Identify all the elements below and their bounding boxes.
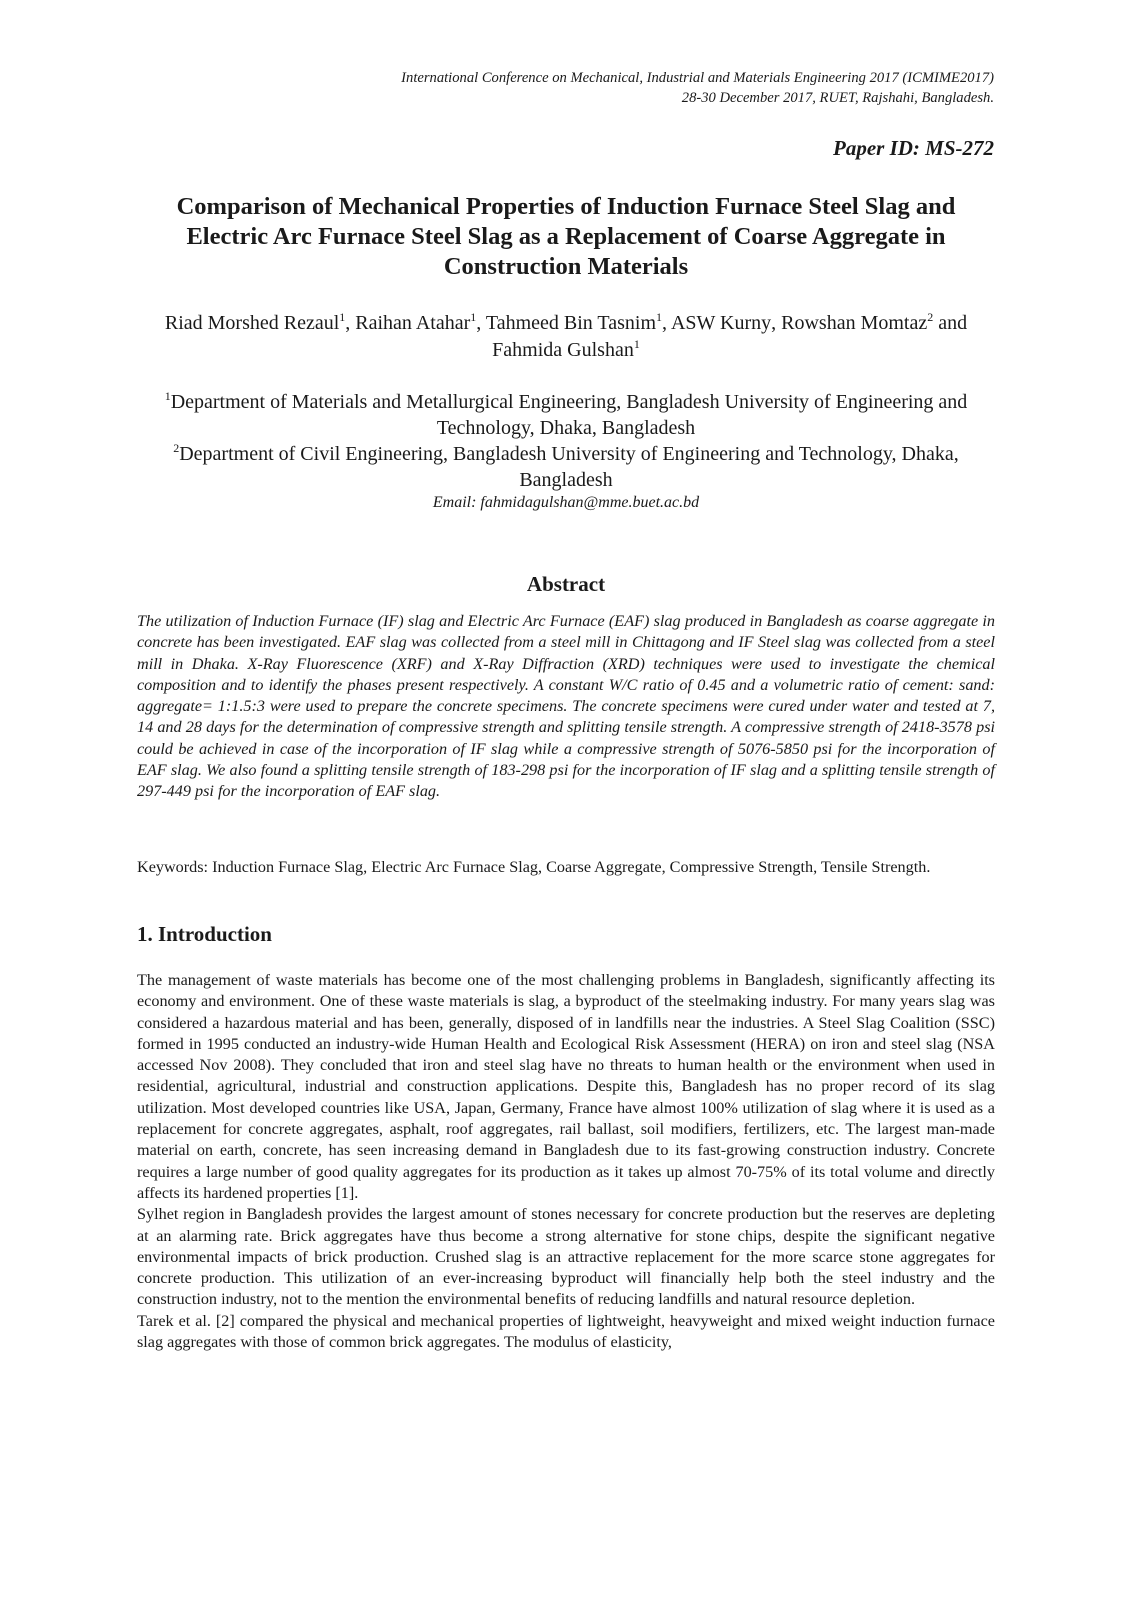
conference-header — [401, 68, 994, 108]
author-name: Rowshan Momtaz — [781, 312, 928, 334]
author-name: Riad Morshed Rezaul — [164, 312, 340, 334]
conference-line-1: International Conference on Mechanical, Industrial and Materials Engineering 2017 (ICMIME2017) — [401, 70, 994, 86]
affiliation-2 — [140, 441, 992, 493]
author-separator: , — [771, 312, 782, 334]
paper-title: Comparison of Mechanical Properties of Induction Furnace Steel Slag and Electric Arc Furnace Steel Slag as a Replacement of Coarse Aggregate in Construction Materials — [176, 193, 956, 280]
paragraph: Sylhet region in Bangladesh provides the largest amount of stones necessary for concrete production but the reserves are depleting at an alarming rate. Brick aggregates have thus become a strong alternative for stone chips, despite the significant negative environmental impacts of brick production. Crushed slag is an attractive replacement for the more scarce stone aggregates for concrete production. This utilization of an ever-increasing byproduct will financially help both the steel industry and the construction industry, not to the mention the environmental benefits of reducing landfills and natural resource depletion. — [137, 1205, 995, 1309]
paper-id: Paper ID: MS-272 — [833, 136, 994, 160]
author-separator: and — [933, 312, 968, 334]
author-name: Fahmida Gulshan — [492, 339, 634, 361]
author-affiliation-mark: 1 — [633, 337, 640, 351]
paragraph: Tarek et al. [2] compared the physical and mechanical properties of lightweight, heavyweight and mixed weight induction furnace slag aggregates with those of common brick aggregates. The modulus of elasticity, — [137, 1311, 995, 1352]
author-affiliation-mark: 1 — [339, 310, 346, 324]
affiliation-mark: 1 — [164, 389, 171, 403]
author-affiliation-mark: 1 — [656, 310, 663, 324]
author-list — [140, 310, 992, 364]
author-name: Tahmeed Bin Tasnim — [485, 312, 657, 334]
author-affiliation-mark: 1 — [470, 310, 477, 324]
affiliation-1 — [140, 389, 992, 441]
introduction-body — [137, 970, 995, 1353]
author-affiliation-mark: 2 — [927, 310, 934, 324]
author-separator: , — [345, 312, 356, 334]
author-name: Raihan Atahar — [355, 312, 471, 334]
affiliation-text: Department of Materials and Metallurgical Engineering, Bangladesh University of Engineering and Technology, Dhaka, Bangladesh — [170, 391, 968, 439]
author-separator: , — [662, 312, 671, 334]
contact-email: Email: fahmidagulshan@mme.buet.ac.bd — [432, 494, 700, 511]
abstract-heading: Abstract — [526, 572, 606, 596]
affiliations — [140, 389, 992, 493]
author-name: ASW Kurny — [670, 312, 772, 334]
paragraph: The management of waste materials has become one of the most challenging problems in Bangladesh, significantly affecting its economy and environment. One of these waste materials is slag, a byproduct of the steelmaking industry. For many years slag was considered a hazardous material and has been, generally, disposed of in landfills near the industries. A Steel Slag Coalition (SSC) formed in 1995 conducted an industry-wide Human Health and Ecological Risk Assessment (HERA) on iron and steel slag (NSA accessed Nov 2008). They concluded that iron and steel slag have no threats to human health or the environment when used in residential, agricultural, industrial and construction applications. Despite this, Bangladesh has no proper record of its slag utilization. Most developed countries like USA, Japan, Germany, France have almost 100% utilization of slag where it is used as a replacement for concrete aggregates, asphalt, roof aggregates, rail ballast, soil modifiers, fertilizers, etc. The largest man-made material on earth, concrete, has seen increasing demand in Bangladesh due to its fast-growing construction industry. Concrete requires a large number of good quality aggregates for its production as it takes up almost 70-75% of its total volume and directly affects its hardened properties [1]. — [137, 971, 995, 1202]
keywords: Keywords: Induction Furnace Slag, Electric Arc Furnace Slag, Coarse Aggregate, Compressive Strength, Tensile Strength. — [137, 858, 931, 876]
conference-line-2: 28-30 December 2017, RUET, Rajshahi, Bangladesh. — [681, 90, 994, 106]
section-heading-introduction: 1. Introduction — [137, 922, 272, 946]
affiliation-text: Department of Civil Engineering, Bangladesh University of Engineering and Technology, Dhaka, Bangladesh — [179, 443, 959, 491]
abstract-text: The utilization of Induction Furnace (IF) slag and Electric Arc Furnace (EAF) slag produced in Bangladesh as coarse aggregate in concrete has been investigated. EAF slag was collected from a steel mill in Chittagong and IF Steel slag was collected from a steel mill in Dhaka. X-Ray Fluorescence (XRF) and X-Ray Diffraction (XRD) techniques were used to investigate the chemical composition and to identify the phases present respectively. A constant W/C ratio of 0.45 and a volumetric ratio of cement: sand: aggregate= 1:1.5:3 were used to prepare the concrete specimens. The concrete specimens were cured under water and tested at 7, 14 and 28 days for the determination of compressive strength and splitting tensile strength. A compressive strength of 2418-3578 psi could be achieved in case of the incorporation of IF slag while a compressive strength of 5076-5850 psi for the incorporation of EAF slag. We also found a splitting tensile strength of 183-298 psi for the incorporation of IF slag and a splitting tensile strength of 297-449 psi for the incorporation of EAF slag. — [137, 612, 995, 801]
affiliation-mark: 2 — [173, 441, 180, 455]
author-separator: , — [476, 312, 486, 334]
